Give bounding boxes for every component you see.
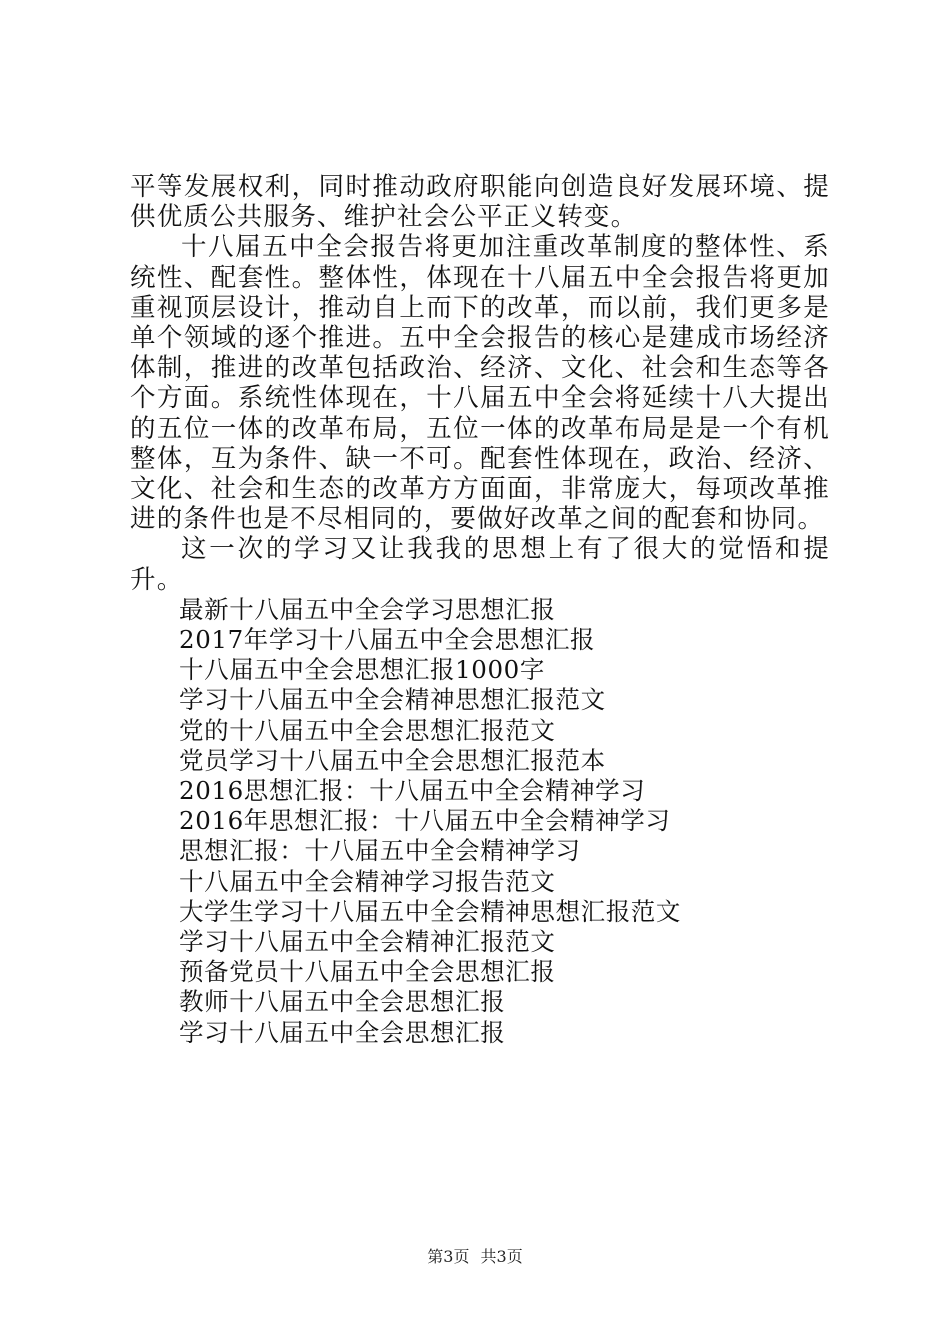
related-title-item[interactable]: 2016年思想汇报：十八届五中全会精神学习 (179, 806, 671, 836)
related-title-item[interactable]: 学习十八届五中全会精神思想汇报范文 (179, 685, 606, 715)
related-title-item[interactable]: 十八届五中全会精神学习报告范文 (179, 866, 556, 896)
related-title-item[interactable]: 预备党员十八届五中全会思想汇报 (179, 957, 556, 987)
related-title-item[interactable]: 党的十八届五中全会思想汇报范文 (179, 715, 556, 745)
related-title-item[interactable]: 学习十八届五中全会思想汇报 (179, 1017, 506, 1047)
related-title-item[interactable]: 思想汇报：十八届五中全会精神学习 (179, 836, 581, 866)
related-title-item[interactable]: 2017年学习十八届五中全会思想汇报 (179, 625, 596, 655)
related-title-item[interactable]: 大学生学习十八届五中全会精神思想汇报范文 (179, 896, 681, 926)
related-title-item[interactable]: 十八届五中全会思想汇报1000字 (179, 655, 545, 685)
related-title-item[interactable]: 2016思想汇报：十八届五中全会精神学习 (179, 776, 646, 806)
paragraph-conclusion: 这一次的学习又让我我的思想上有了很大的觉悟和提升。 (130, 534, 830, 595)
related-title-item[interactable]: 学习十八届五中全会精神汇报范文 (179, 927, 556, 957)
related-title-item[interactable]: 教师十八届五中全会思想汇报 (179, 987, 506, 1017)
page-number-current: 第3页 (427, 1247, 470, 1266)
related-title-item[interactable]: 党员学习十八届五中全会思想汇报范本 (179, 745, 606, 775)
related-title-item[interactable]: 最新十八届五中全会学习思想汇报 (179, 594, 556, 624)
page-footer (0, 1244, 950, 1267)
related-titles-list (130, 595, 830, 1048)
paragraph-continuation: 平等发展权利，同时推动政府职能向创造良好发展环境、提供优质公共服务、维护社会公平正义转变。 (130, 172, 830, 233)
paragraph-reform-system: 十八届五中全会报告将更加注重改革制度的整体性、系统性、配套性。整体性，体现在十八届五中全会报告将更加重视顶层设计，推动自上而下的改革，而以前，我们更多是单个领域的逐个推进。五中全会报告的核心是建成市场经济体制，推进的改革包括政治、经济、文化、社会和生态等各个方面。系统性体现在，十八届五中全会将延续十八大提出的五位一体的改革布局，五位一体的改革布局是是一个有机整体，互为条件、缺一不可。配套性体现在，政治、经济、文化、社会和生态的改革方方面面，非常庞大，每项改革推进的条件也是不尽相同的，要做好改革之间的配套和协同。 (130, 232, 830, 535)
page-number-total: 共3页 (480, 1247, 523, 1266)
document-body (130, 172, 830, 1048)
